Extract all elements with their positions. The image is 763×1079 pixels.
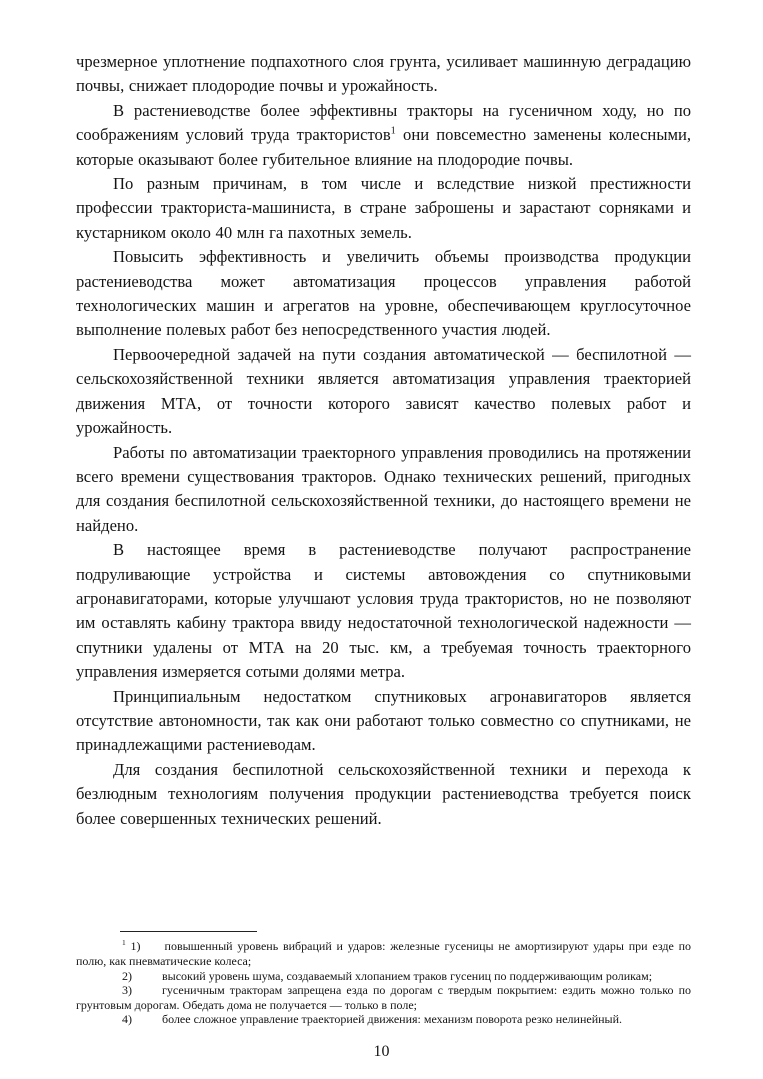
footnote-item — [76, 1012, 691, 1027]
paragraph-text: В растениеводстве более эффективны тракторы на гусеничном ходу, но по соображениям условий труда трактористов — [76, 100, 691, 145]
paragraph — [76, 99, 691, 172]
body-text — [76, 50, 691, 831]
paragraph-text: они повсеместно заменены колесными, которые оказывают более губительное влияние на плодородие почвы. — [76, 125, 691, 169]
footnote-item — [76, 983, 691, 1012]
paragraph: Первоочередной задачей на пути создания автоматической — беспилотной — сельскохозяйственной техники является автоматизация управления траекторией движения МТА, от точности которого зависят качество полевых работ и урожайность. — [76, 344, 691, 438]
footnote-text: гусеничным тракторам запрещена езда по дорогам с твердым покрытием: ездить можно только по грунтовым дорогам. Обедать дома не получается — только в поле; — [76, 983, 691, 1012]
paragraph: Для создания беспилотной сельскохозяйственной техники и перехода к безлюдным технологиям получения продукции растениеводства требуется поиск более совершенных технических решений. — [76, 759, 691, 828]
footnote-item — [76, 969, 691, 984]
paragraph: Повысить эффективность и увеличить объемы производства продукции растениеводства может автоматизация процессов управления работой технологических машин и агрегатов на уровне, обеспечивающем круглосуточное выполнение полевых работ без непосредственного участия людей. — [76, 247, 691, 340]
page-number: 10 — [373, 1043, 390, 1060]
footnote-number: 2) — [122, 968, 132, 983]
footnote-item — [76, 939, 691, 968]
footnote-separator — [120, 931, 257, 932]
footnotes-section — [76, 931, 691, 1027]
paragraph: чрезмерное уплотнение подпахотного слоя грунта, усиливает машинную деградацию почвы, снижает плодородие почвы и урожайность. — [76, 52, 691, 96]
footnote-number: 3) — [122, 983, 132, 998]
paragraph: Принципиальным недостатком спутниковых агронавигаторов является отсутствие автономности, так как они работают только совместно со спутниками, не принадлежащими растениеводам. — [76, 686, 691, 755]
footnote-text: более сложное управление траекторией движения: механизм поворота резко нелинейный. — [162, 1012, 623, 1027]
footnote-text: повышенный уровень вибраций и ударов: железные гусеницы не амортизируют удары при езде по полю, как пневматические колеса; — [76, 939, 691, 969]
paragraph: По разным причинам, в том числе и вследствие низкой престижности профессии тракториста-машиниста, в стране заброшены и зарастают сорняками и кустарником около 40 млн га пахотных земель. — [76, 174, 691, 242]
paragraph: Работы по автоматизации траекторного управления проводились на протяжении всего времени существования тракторов. Однако технических решений, пригодных для создания беспилотной сельскохозяйственной техники, до настоящего времени не найдено. — [76, 442, 691, 535]
paragraph: В настоящее время в растениеводстве получают распространение подруливающие устройства и системы автовождения со спутниковыми агронавигаторами, которые улучшают условия труда трактористов, но не позволяют им оставлять кабину трактора ввиду недостаточной технологической надежности — спутники удалены от МТА на 20 тыс. км, а требуемая точность траекторного управления измеряется сотыми долями метра. — [76, 540, 691, 682]
footnote-marker: 1 — [122, 938, 126, 948]
footnote-number: 1) — [130, 939, 141, 954]
footnote-reference: 1 — [390, 125, 396, 137]
footnote-text: высокий уровень шума, создаваемый хлопанием траков гусениц по поддерживающим роликам; — [162, 968, 653, 983]
footnote-number: 4) — [122, 1012, 132, 1027]
